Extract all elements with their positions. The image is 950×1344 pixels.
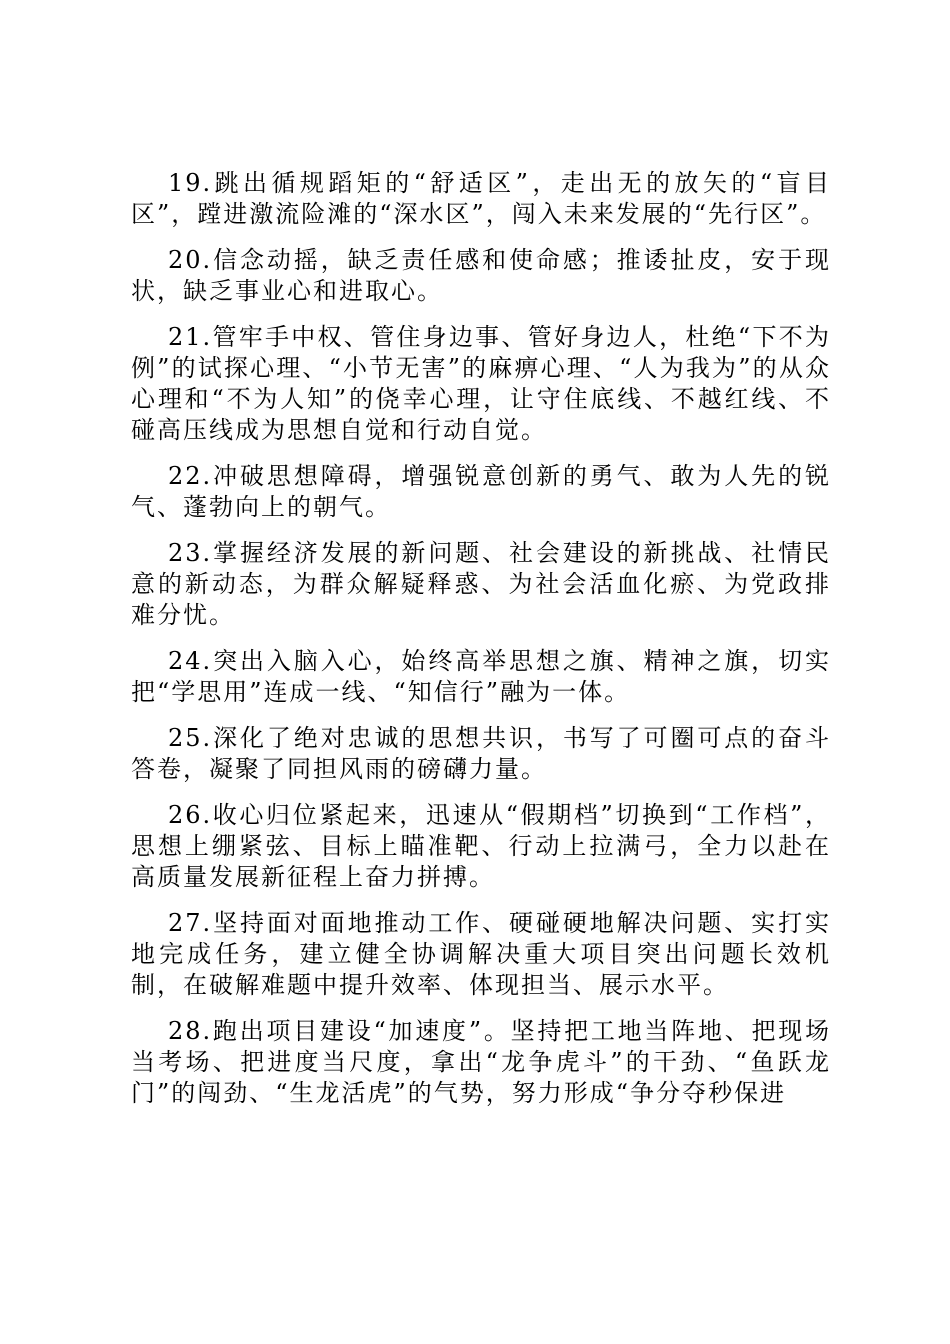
paragraph-22: 22.冲破思想障碍，增强锐意创新的勇气、敢为人先的锐气、蓬勃向上的朝气。 — [131, 462, 831, 521]
paragraph-24: 24.突出入脑入心，始终高举思想之旗、精神之旗，切实把“学思用”连成一线、“知信行”融为一体。 — [131, 647, 831, 706]
paragraph-21: 21.管牢手中权、管住身边事、管好身边人，杜绝“下不为例”的试探心理、“小节无害”的麻痹心理、“人为我为”的从众心理和“不为人知”的侥幸心理，让守住底线、不越红线、不碰高压线成为思想自觉和行动自觉。 — [131, 323, 831, 444]
document-body — [131, 168, 831, 1124]
paragraph-26: 26.收心归位紧起来，迅速从“假期档”切换到“工作档”，思想上绷紧弦、目标上瞄准靶、行动上拉满弓，全力以赴在高质量发展新征程上奋力拼搏。 — [131, 801, 831, 891]
paragraph-19: 19.跳出循规蹈矩的“舒适区”，走出无的放矢的“盲目区”，蹚进激流险滩的“深水区”，闯入未来发展的“先行区”。 — [131, 169, 831, 228]
paragraph-28: 28.跑出项目建设“加速度”。坚持把工地当阵地、把现场当考场、把进度当尺度，拿出“龙争虎斗”的干劲、“鱼跃龙门”的闯劲、“生龙活虎”的气势，努力形成“争分夺秒保进 — [131, 1017, 831, 1107]
paragraph-25: 25.深化了绝对忠诚的思想共识，书写了可圈可点的奋斗答卷，凝聚了同担风雨的磅礴力量。 — [131, 724, 831, 783]
paragraph-20: 20.信念动摇，缺乏责任感和使命感；推诿扯皮，安于现状，缺乏事业心和进取心。 — [131, 246, 831, 305]
paragraph-27: 27.坚持面对面地推动工作、硬碰硬地解决问题、实打实地完成任务，建立健全协调解决重大项目突出问题长效机制，在破解难题中提升效率、体现担当、展示水平。 — [131, 909, 831, 999]
paragraph-23: 23.掌握经济发展的新问题、社会建设的新挑战、社情民意的新动态，为群众解疑释惑、为社会活血化瘀、为党政排难分忧。 — [131, 539, 831, 629]
